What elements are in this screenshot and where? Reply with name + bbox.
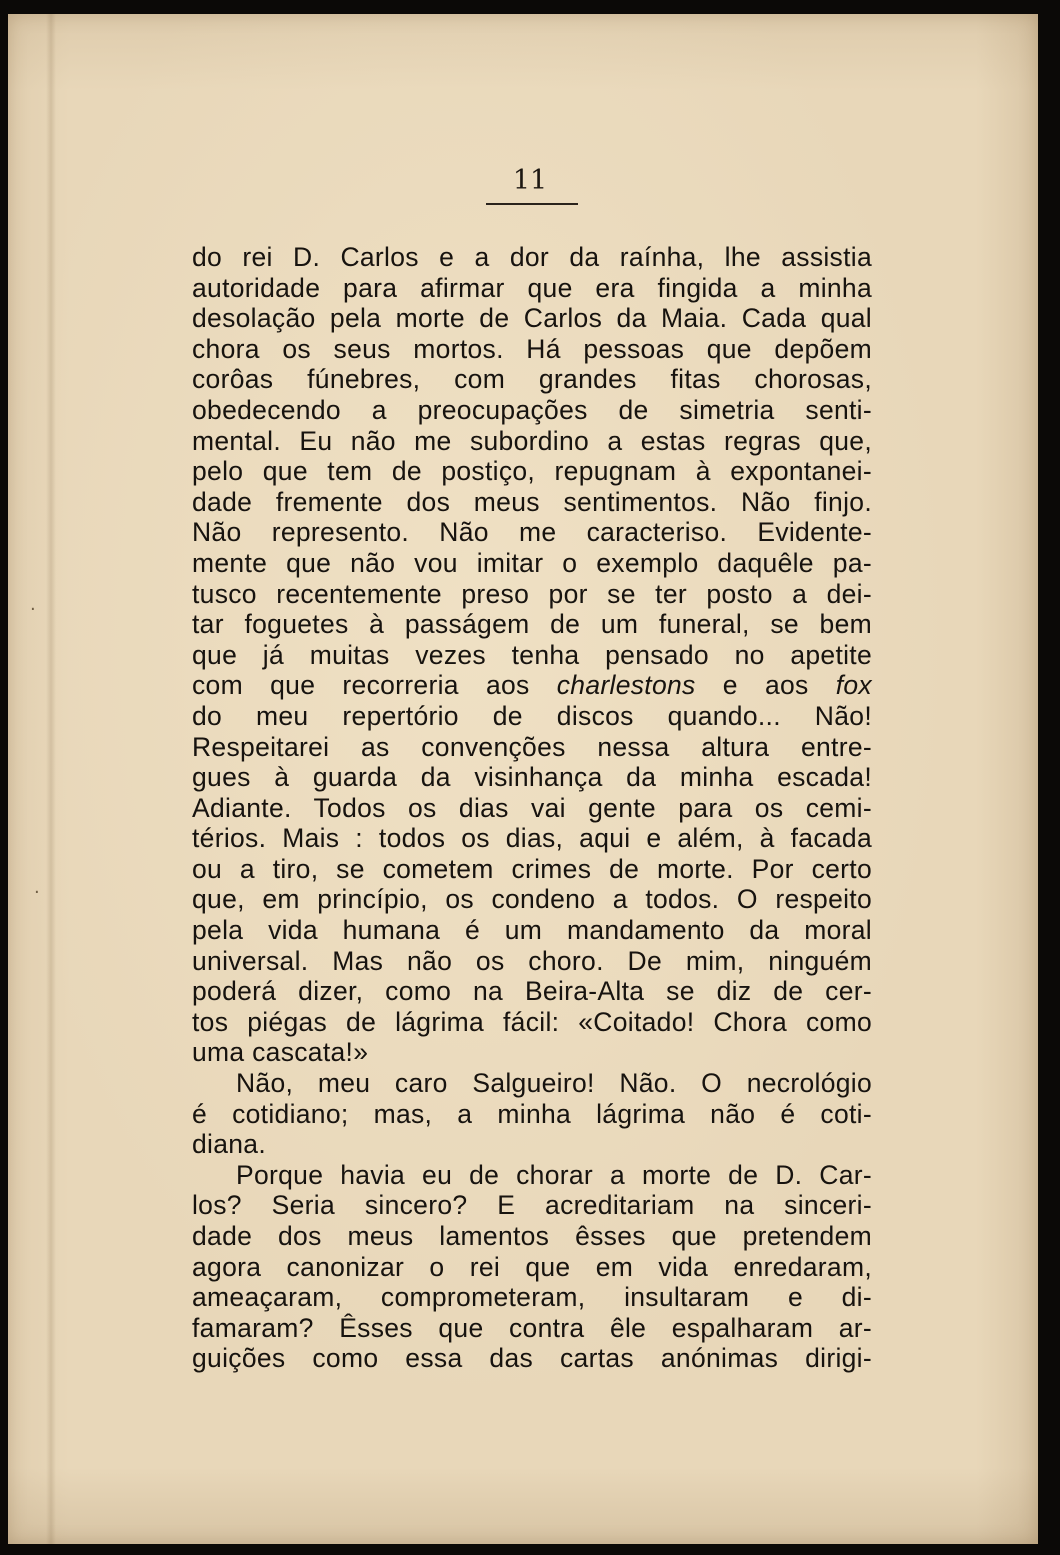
text-run: e aos xyxy=(695,670,836,701)
book-page xyxy=(8,14,1038,1544)
text-line: pela vida humana é um mandamento da moral xyxy=(192,915,872,946)
text-line: Não represento. Não me caracteriso. Evidente- xyxy=(192,517,872,548)
page-number: 11 xyxy=(512,165,548,196)
text-line: térios. Mais : todos os dias, aqui e além, à facada xyxy=(192,823,872,854)
text-line: que já muitas vezes tenha pensado no apetite xyxy=(192,639,872,670)
text-line: gues à guarda da visinhança da minha escada! xyxy=(192,762,872,793)
text-line: corôas fúnebres, com grandes fitas chorosas, xyxy=(192,364,872,395)
text-line: é cotidiano; mas, a minha lágrima não é coti- xyxy=(192,1098,872,1129)
margin-mark: · xyxy=(34,882,40,903)
text-line: dade fremente dos meus sentimentos. Não finjo. xyxy=(192,486,872,517)
margin-mark: · xyxy=(30,599,36,620)
italic-word: fox xyxy=(835,670,872,701)
text-line: pelo que tem de postiço, repugnam à expontanei- xyxy=(192,456,872,487)
text-line-last: uma cascata!» xyxy=(192,1037,369,1068)
text-line: ameaçaram, comprometeram, insultaram e di- xyxy=(192,1282,872,1313)
text-line: tos piégas de lágrima fácil: «Coitado! Chora como xyxy=(192,1006,872,1037)
text-line-first: Porque havia eu de chorar a morte de D. Car- xyxy=(236,1159,872,1190)
text-line: obedecendo a preocupações de simetria senti- xyxy=(192,394,872,425)
text-line: tar foguetes à passágem de um funeral, se bem xyxy=(192,609,872,640)
text-line: do rei D. Carlos e a dor da raínha, lhe assistia xyxy=(192,242,872,272)
text-line: Respeitarei as convenções nessa altura entre- xyxy=(192,731,872,762)
text-line: poderá dizer, como na Beira-Alta se diz de cer- xyxy=(192,976,872,1007)
text-line-first: Não, meu caro Salgueiro! Não. O necrológio xyxy=(236,1068,872,1099)
text-line: mente que não vou imitar o exemplo daquêle pa- xyxy=(192,547,872,578)
text-line: Adiante. Todos os dias vai gente para os cemi- xyxy=(192,792,872,823)
text-line: do meu repertório de discos quando... Não! xyxy=(192,700,872,731)
page-number-rule xyxy=(486,203,578,205)
body-text xyxy=(192,242,872,1374)
text-line: guições como essa das cartas anónimas dirigi- xyxy=(192,1343,872,1374)
text-line: los? Seria sincero? E acreditariam na sinceri- xyxy=(192,1190,872,1221)
text-line: dade dos meus lamentos êsses que pretendem xyxy=(192,1221,872,1251)
text-line: ou a tiro, se cometem crimes de morte. Por certo xyxy=(192,853,872,884)
text-run: com que recorreria aos xyxy=(192,670,557,701)
text-line: universal. Mas não os choro. De mim, ninguém xyxy=(192,945,872,976)
text-line: mental. Eu não me subordino a estas regras que, xyxy=(192,425,872,456)
italic-word: charlestons xyxy=(556,670,696,701)
text-line: desolação pela morte de Carlos da Maia. Cada qual xyxy=(192,303,872,334)
text-line-last: diana. xyxy=(192,1129,267,1160)
text-line: que, em princípio, os condeno a todos. O respeito xyxy=(192,884,872,915)
text-line: famaram? Êsses que contra êle espalharam ar- xyxy=(192,1312,872,1343)
text-line: tusco recentemente preso por se ter posto a dei- xyxy=(192,578,872,609)
text-line-mixed xyxy=(192,670,872,701)
text-line: agora canonizar o rei que em vida enredaram, xyxy=(192,1251,872,1282)
text-line: chora os seus mortos. Há pessoas que depõem xyxy=(192,333,872,364)
text-line: autoridade para afirmar que era fingida a minha xyxy=(192,272,872,303)
page-fold-shadow xyxy=(46,14,56,1544)
